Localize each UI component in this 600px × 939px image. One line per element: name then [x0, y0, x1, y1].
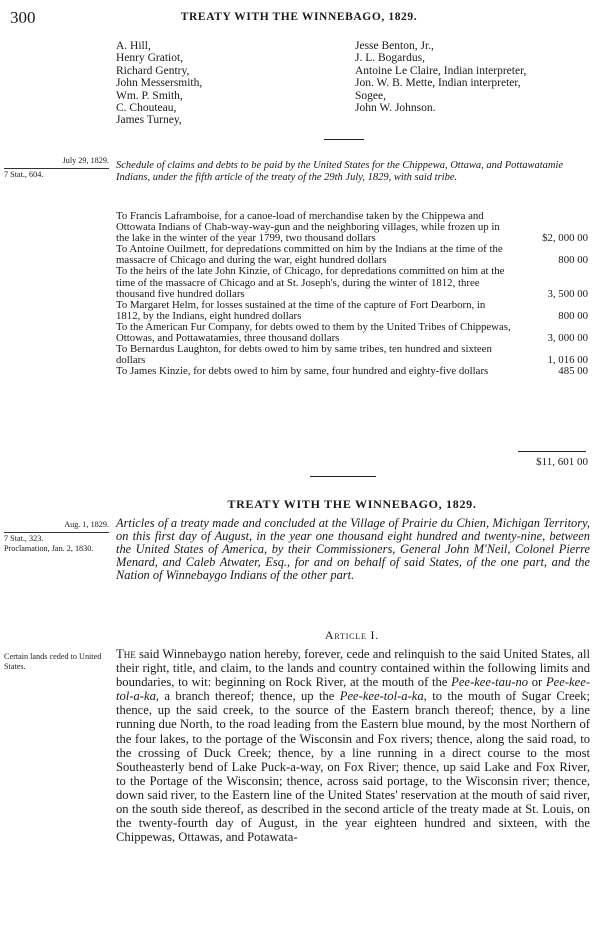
claim-text: To Bernardus Laughton, for debts owed to him by same tribes, ten hundred and sixteen dollars	[116, 343, 492, 367]
claim-amount: 485 00	[558, 365, 588, 378]
article-text: , a branch thereof; thence, up the	[155, 689, 340, 704]
place-name: Pee-kee-tau-no	[451, 675, 529, 690]
article-margin-note	[4, 652, 108, 672]
signatory: John Messersmith,	[116, 77, 203, 90]
margin-rule	[4, 168, 109, 169]
signatory: Richard Gentry,	[116, 64, 190, 77]
margin-rule	[4, 532, 109, 533]
signatory: J. L. Bogardus,	[355, 52, 425, 65]
signatory: Antoine Le Claire, Indian interpreter,	[355, 64, 527, 77]
claims-list	[116, 211, 588, 377]
treaty-date: Aug. 1, 1829.	[64, 520, 109, 529]
treaty-citation: 7 Stat., 323.	[4, 534, 44, 543]
claim-amount: $2, 000 00	[542, 232, 588, 245]
total-rule	[518, 451, 586, 452]
claim-item	[116, 322, 588, 344]
article-lead-word: The	[116, 647, 136, 661]
claim-text: To Antoine Ouilmett, for depredations committed on him by the Indians at the time of the massacre of Chicago and during the war, eight hundred dollars	[116, 243, 503, 267]
signatory: Jon. W. B. Mette, Indian interpreter,	[355, 77, 521, 90]
signatory: Jesse Benton, Jr.,	[355, 40, 434, 52]
claim-text: To James Kinzie, for debts owed to him by same, four hundred and eighty-five dollars	[116, 365, 489, 378]
claim-item	[116, 300, 588, 322]
page-number: 300	[10, 8, 36, 27]
signatory: Henry Gratiot,	[116, 52, 184, 65]
place-name: Pee-kee-tol-a-ka	[339, 689, 424, 704]
article-heading: Article I.	[324, 628, 380, 642]
schedule-citation: 7 Stat., 604.	[4, 170, 44, 179]
treaty-proclamation: Proclamation, Jan. 2, 1830.	[4, 544, 94, 553]
claim-item	[116, 366, 588, 377]
treaty-title: TREATY WITH THE WINNEBAGO, 1829.	[227, 497, 477, 511]
article-text: or	[528, 675, 546, 690]
claim-amount: 1, 016 00	[547, 354, 588, 367]
treaty-preamble: Articles of a treaty made and concluded at the Village of Prairie du Chien, Michigan Territory, on this first day of August, in the year one thousand eight hundred and twenty-nine, between the United States of America, by their Commissioners, General John M'Neil, Colonel Pierre Menard, and Caleb Atwater, Esq., for and on behalf of said States, of the one part, and the Nation of Winnebaygo Indians of the other part.	[116, 516, 590, 583]
schedule-heading: Schedule of claims and debts to be paid by the United States for the Chippewa, Ottawa, and Pottawatamie Indians, under the fifth article of the treaty of the 29th July, 1829, with said tribe.	[116, 160, 564, 183]
signatories-left-column	[116, 40, 202, 127]
signatories-right-column	[355, 40, 526, 114]
running-head: TREATY WITH THE WINNEBAGO, 1829.	[180, 11, 418, 23]
place-name: Pee-kee-tol-a-ka	[116, 675, 591, 704]
section-divider	[310, 476, 376, 477]
signatory: John W. Johnson.	[355, 102, 436, 115]
section-divider	[324, 139, 364, 140]
signatory: A. Hill,	[116, 40, 151, 52]
schedule-margin-note	[4, 156, 109, 180]
claim-amount: 800 00	[558, 254, 588, 267]
treaty-margin-note	[4, 520, 109, 554]
article-text: said Winnebaygo nation hereby, forever, cede and relinquish to the said United States, all their right, title, and claim, to the lands and country contained within the following limits and boundaries, to wit: beginning on Rock River, at the mouth of the	[116, 647, 590, 690]
signatory: Sogee,	[355, 89, 386, 102]
article-text: , to the mouth of Sugar Creek; thence, up the said creek, to the source of the Eastern branch thereof; thence, by a line running due North, to the road leading from the Eastern blue mound, by the most Northern of the four lakes, to the portage of the Wisconsin and Fox rivers; thence, along the said road, to the crossing of Duck Creek; thence, by a line running in a direct course to the most Southeasterly bend of Lake Puck-a-way, on Fox River; thence, up said Lake and Fox River, to the Portage of the Wisconsin; thence, across said portage, to the Wisconsin river; thence, down said river, to the Eastern line of the United States' reservation at the mouth of said river, on the south side thereof, as described in the second article of the treaty made at St. Louis, on the twenty-fourth day of August, in the year eighteen hundred and sixteen, with the Chippewas, Ottawas, and Potawata-	[116, 689, 590, 845]
signatory: C. Chouteau,	[116, 102, 177, 115]
claim-item	[116, 244, 588, 266]
claim-text: To Francis Laframboise, for a canoe-load of merchandise taken by the Chippewa and Ottowata Indians of Chab-way-way-gun and the neighboring villages, while frozen up in the lake in the winter of the year 1799, two thousand dollars	[116, 210, 500, 245]
claim-text: To the heirs of the late John Kinzie, of Chicago, for depredations committed on him at the time of the massacre of Chicago and at St. Joseph's, during the winter of 1812, three thousand five hundred dollars	[116, 265, 505, 300]
claim-amount: 3, 000 00	[547, 332, 588, 345]
page-header	[10, 8, 588, 28]
signatory: James Turney,	[116, 114, 182, 127]
schedule-date: July 29, 1829.	[62, 156, 109, 165]
article-sidenote: Certain lands ceded to United States.	[4, 652, 102, 671]
claim-amount: 800 00	[558, 309, 588, 322]
claim-item	[116, 344, 588, 366]
signatory: Wm. P. Smith,	[116, 89, 183, 102]
claim-item	[116, 266, 588, 299]
article-body	[116, 647, 590, 844]
claims-total: $11, 601 00	[536, 456, 588, 468]
claim-amount: 3, 500 00	[547, 287, 588, 300]
claim-item	[116, 211, 588, 244]
claim-text: To Margaret Helm, for losses sustained at the time of the capture of Fort Dearborn, in 1812, by the Indians, eight hundred dollars	[116, 298, 486, 322]
claim-text: To the American Fur Company, for debts owed to them by the United Tribes of Chippewas, Ottowas, and Pottawatamies, three thousand dollars	[116, 320, 511, 345]
